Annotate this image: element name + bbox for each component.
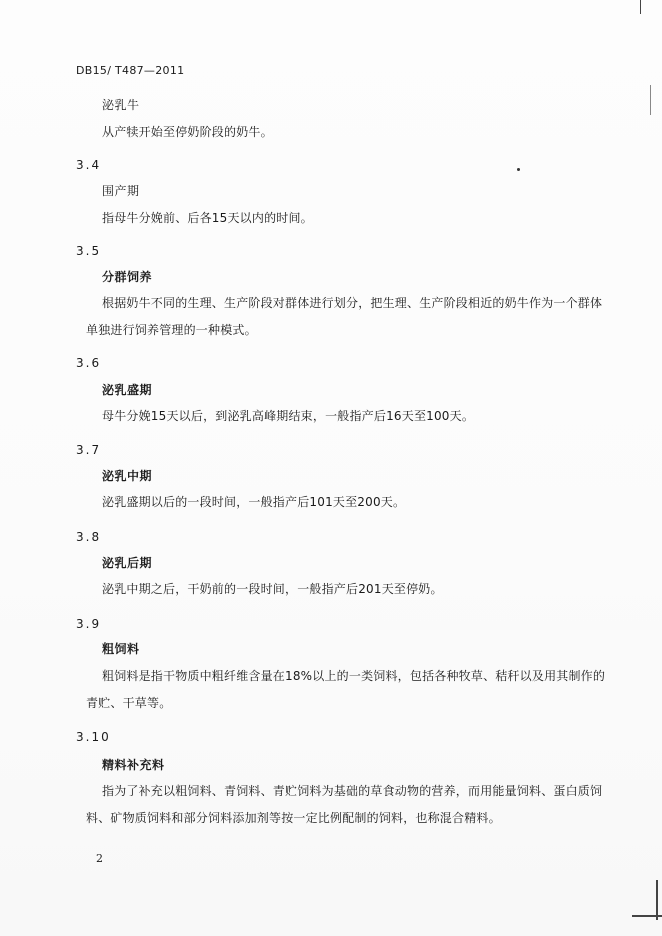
term-definition: 粗饲料是指干物质中粗纤维含量在18%以上的一类饲料，包括各种牧草、秸秆以及用其制作的青贮、干草等。 (86, 669, 606, 710)
clause-number: 3.5 (76, 244, 102, 258)
scan-speck (517, 168, 520, 171)
term-title: 泌乳中期 (102, 469, 153, 483)
term-definition: 泌乳中期之后，干奶前的一段时间，一般指产后201天至停奶。 (102, 582, 443, 596)
clause-number: 3.10 (76, 730, 111, 744)
term-title: 分群饲养 (102, 270, 153, 284)
term-title: 围产期 (102, 184, 140, 198)
standard-code-header: DB15/ T487—2011 (76, 64, 185, 77)
term-definition: 指为了补充以粗饲料、青饲料、青贮饲料为基础的草食动物的营养，而用能量饲料、蛋白质饲料、矿物质饲料和部分饲料添加剂等按一定比例配制的饲料，也称混合精料。 (86, 784, 603, 825)
term-definition: 母牛分娩15天以后，到泌乳高峰期结束，一般指产后16天至100天。 (102, 409, 475, 423)
term-title: 泌乳盛期 (102, 383, 153, 397)
clause-number: 3.6 (76, 356, 102, 370)
clause-number: 3.4 (76, 158, 102, 172)
term-definition: 指母牛分娩前、后各15天以内的时间。 (102, 211, 313, 225)
term-definition: 从产犊开始至停奶阶段的奶牛。 (102, 125, 273, 139)
term-title: 泌乳牛 (102, 98, 140, 112)
clause-number: 3.8 (76, 530, 102, 544)
clause-number: 3.9 (76, 617, 102, 631)
term-title: 精料补充料 (102, 758, 165, 772)
term-definition: 泌乳盛期以后的一段时间，一般指产后101天至200天。 (102, 495, 406, 509)
term-title: 粗饲料 (102, 642, 140, 656)
clause-number: 3.7 (76, 443, 102, 457)
term-title: 泌乳后期 (102, 556, 153, 570)
scan-edge-mark-top (640, 0, 641, 14)
scan-edge-mark-bottom-vertical (656, 880, 658, 920)
scan-edge-mark-mid (650, 85, 651, 115)
term-definition: 根据奶牛不同的生理、生产阶段对群体进行划分，把生理、生产阶段相近的奶牛作为一个群体单独进行饲养管理的一种模式。 (86, 296, 603, 337)
page-number: 2 (96, 852, 103, 865)
